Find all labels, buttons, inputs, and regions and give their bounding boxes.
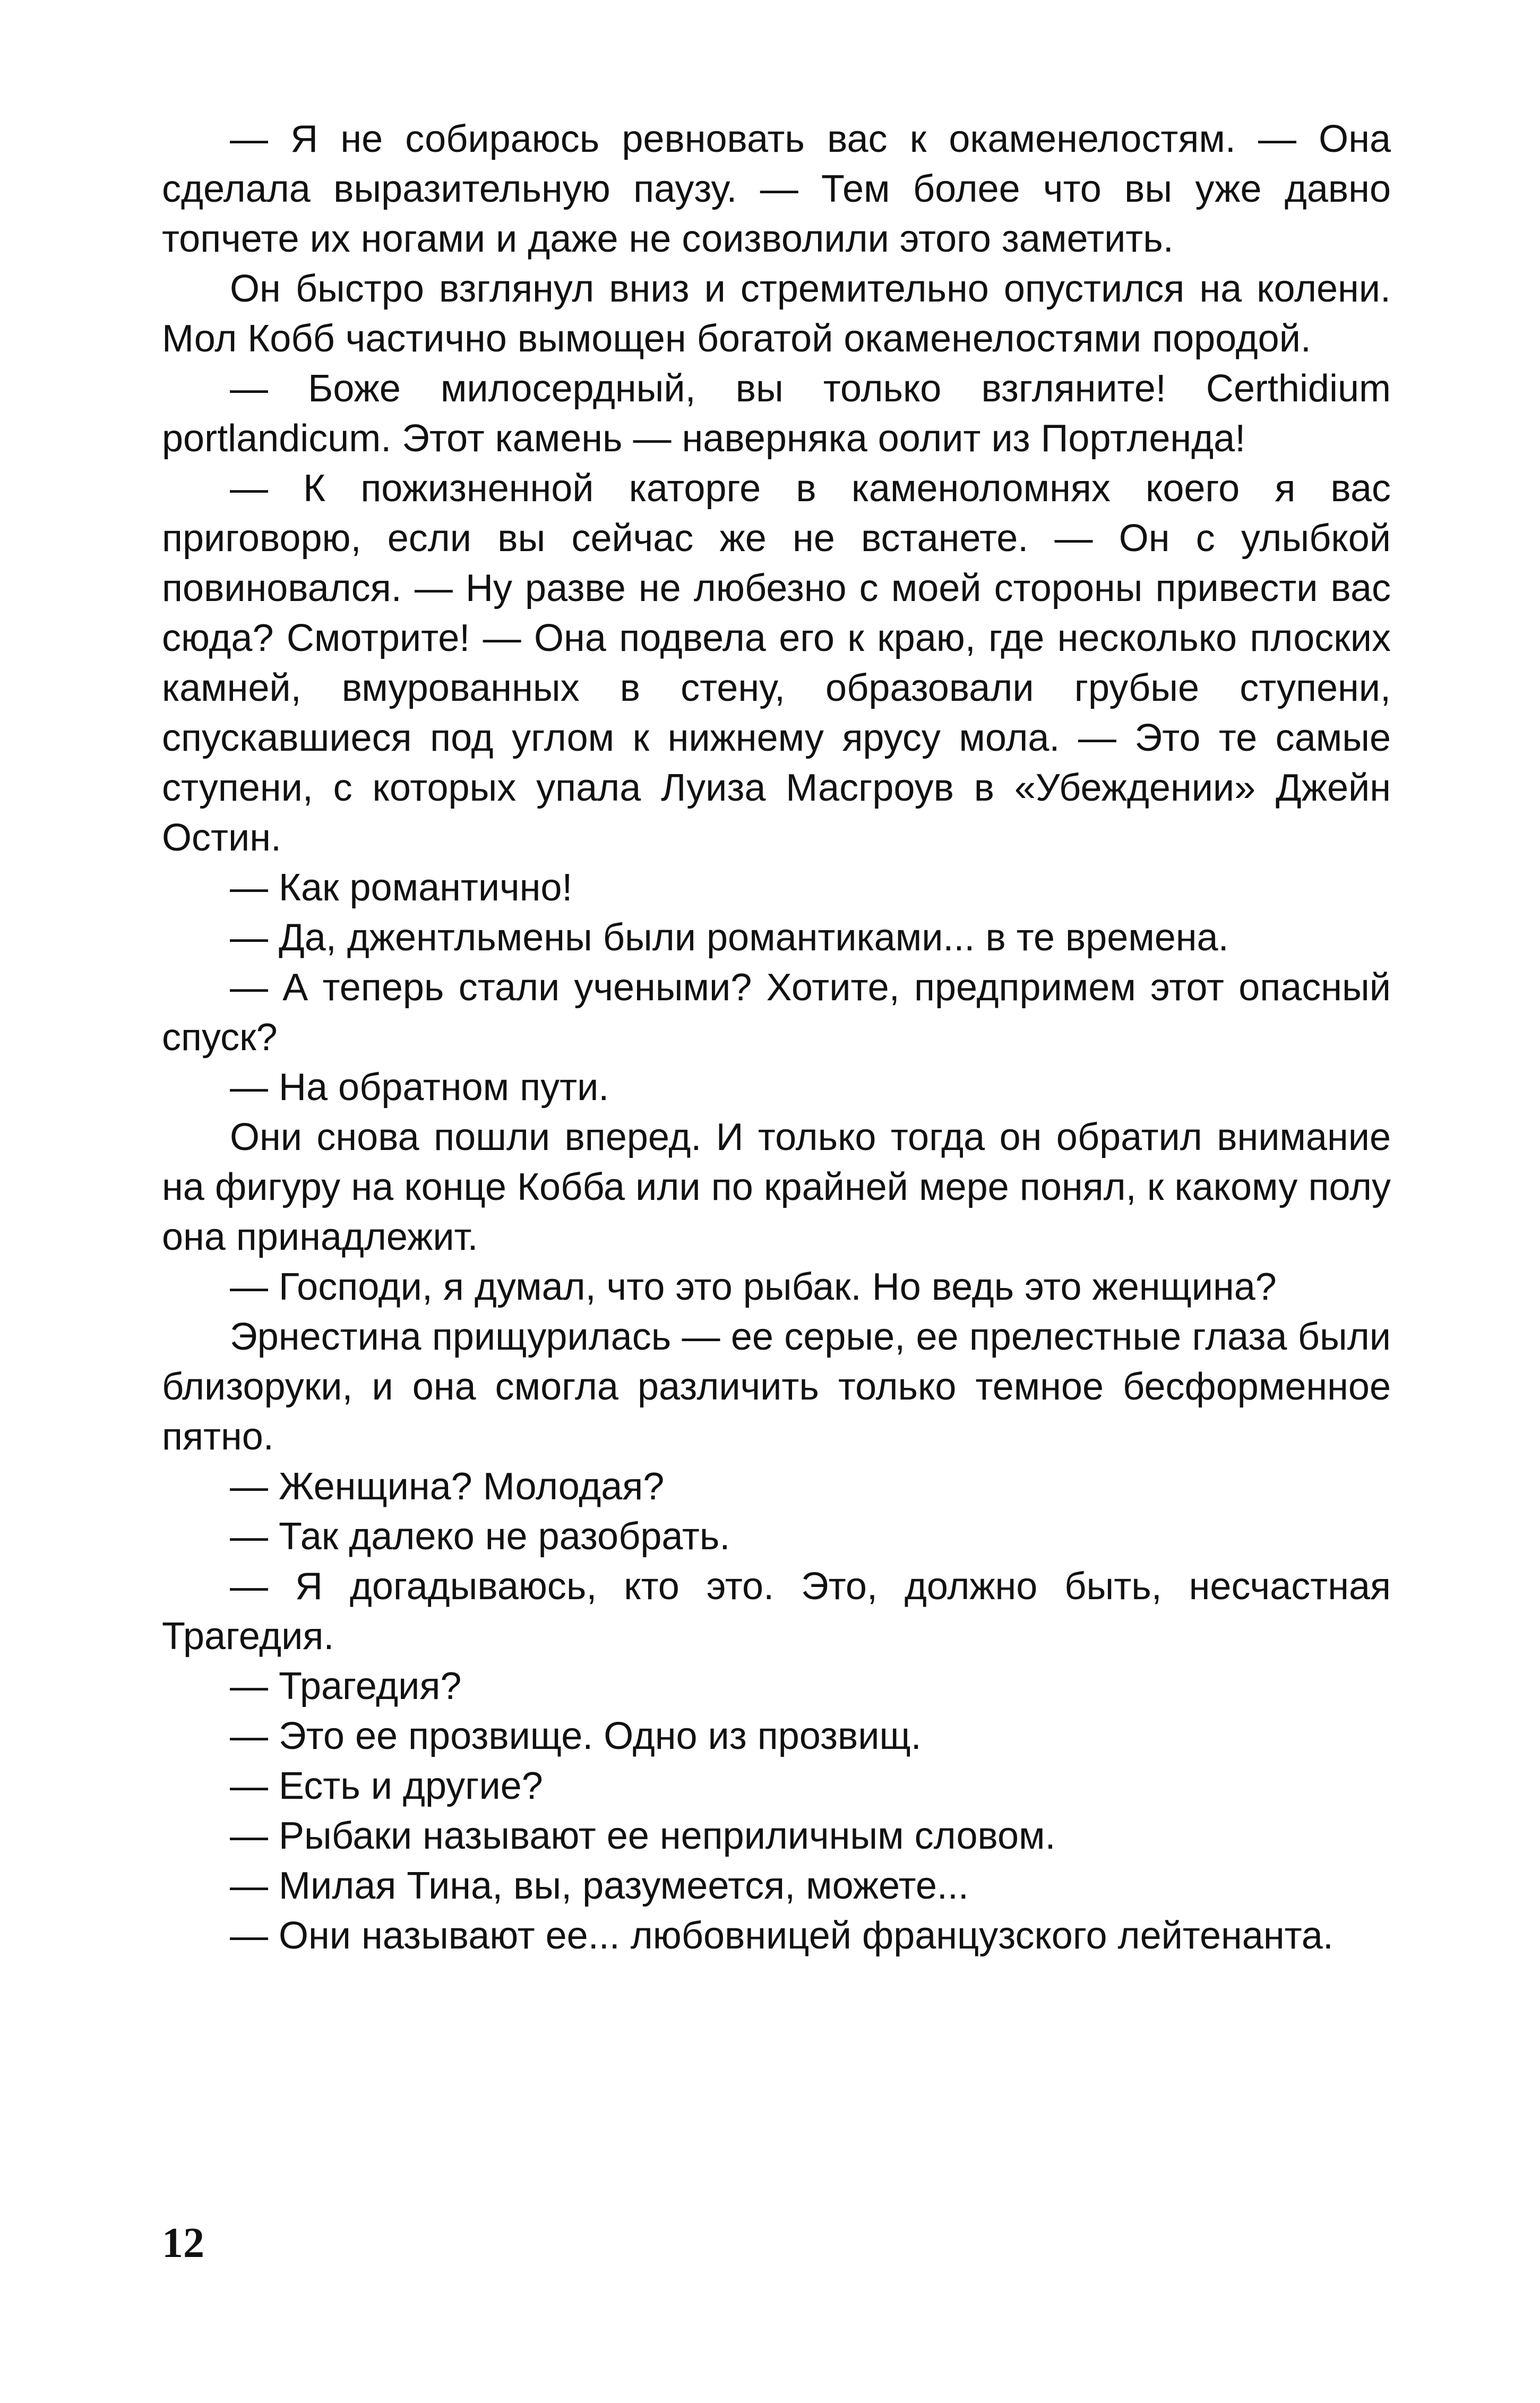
- paragraph: — Трагедия?: [230, 1665, 462, 1707]
- paragraph: — Да, джентльмены были романтиками... в те времена.: [230, 916, 1229, 959]
- paragraph: Они снова пошли вперед. И только тогда он обратил внимание на фигуру на конце Кобба или по крайней мере понял, к какому полу она принадлежит.: [162, 1116, 1391, 1258]
- paragraph: — Боже милосердный, вы только взгляните! Certhidium portlandicum. Этот камень — наверняка оолит из Портленда!: [162, 367, 1391, 460]
- paragraph: Он быстро взглянул вниз и стремительно опустился на колени. Мол Кобб частично вымощен богатой окаменелостями породой.: [162, 268, 1391, 360]
- paragraph: — Есть и другие?: [230, 1765, 543, 1807]
- paragraph: — К пожизненной каторге в каменоломнях коего я вас приговорю, если вы сейчас же не встанете. — Он с улыбкой повиновался. — Ну разве не любезно с моей стороны привести вас сюда? Смотрите! — Она подвела его к краю, где несколько плоских камней, вмурованных в стену, образовали грубые ступени, спускавшиеся под углом к нижнему ярусу мола. — Это те самые ступени, с которых упала Луиза Масгроув в «Убеждении» Джейн Остин.: [162, 467, 1391, 859]
- paragraph: — Они называют ее... любовницей французского лейтенанта.: [230, 1915, 1333, 1957]
- paragraph: — Милая Тина, вы, разумеется, можете...: [230, 1865, 969, 1907]
- page-number: 12: [162, 2220, 204, 2267]
- paragraph: — Я не собираюсь ревновать вас к окаменелостям. — Она сделала выразительную паузу. — Тем более что вы уже давно топчете их ногами и даже не соизволили этого заметить.: [162, 118, 1391, 260]
- paragraph: — Женщина? Молодая?: [230, 1465, 665, 1508]
- paragraph: — На обратном пути.: [230, 1066, 609, 1109]
- paragraph: — Господи, я думал, что это рыбак. Но ведь это женщина?: [230, 1266, 1277, 1308]
- paragraph: — Как романтично!: [230, 866, 573, 909]
- paragraph: — Так далеко не разобрать.: [230, 1515, 730, 1558]
- paragraph: — Я догадываюсь, кто это. Это, должно быть, несчастная Трагедия.: [162, 1565, 1391, 1658]
- page-body: [162, 114, 1391, 1961]
- paragraph: — Это ее прозвище. Одно из прозвищ.: [230, 1715, 922, 1757]
- paragraph: — А теперь стали учеными? Хотите, предпримем этот опасный спуск?: [162, 966, 1391, 1059]
- paragraph: Эрнестина прищурилась — ее серые, ее прелестные глаза были близоруки, и она смогла различить только темное бесформенное пятно.: [162, 1316, 1391, 1458]
- paragraph: — Рыбаки называют ее неприличным словом.: [230, 1815, 1056, 1857]
